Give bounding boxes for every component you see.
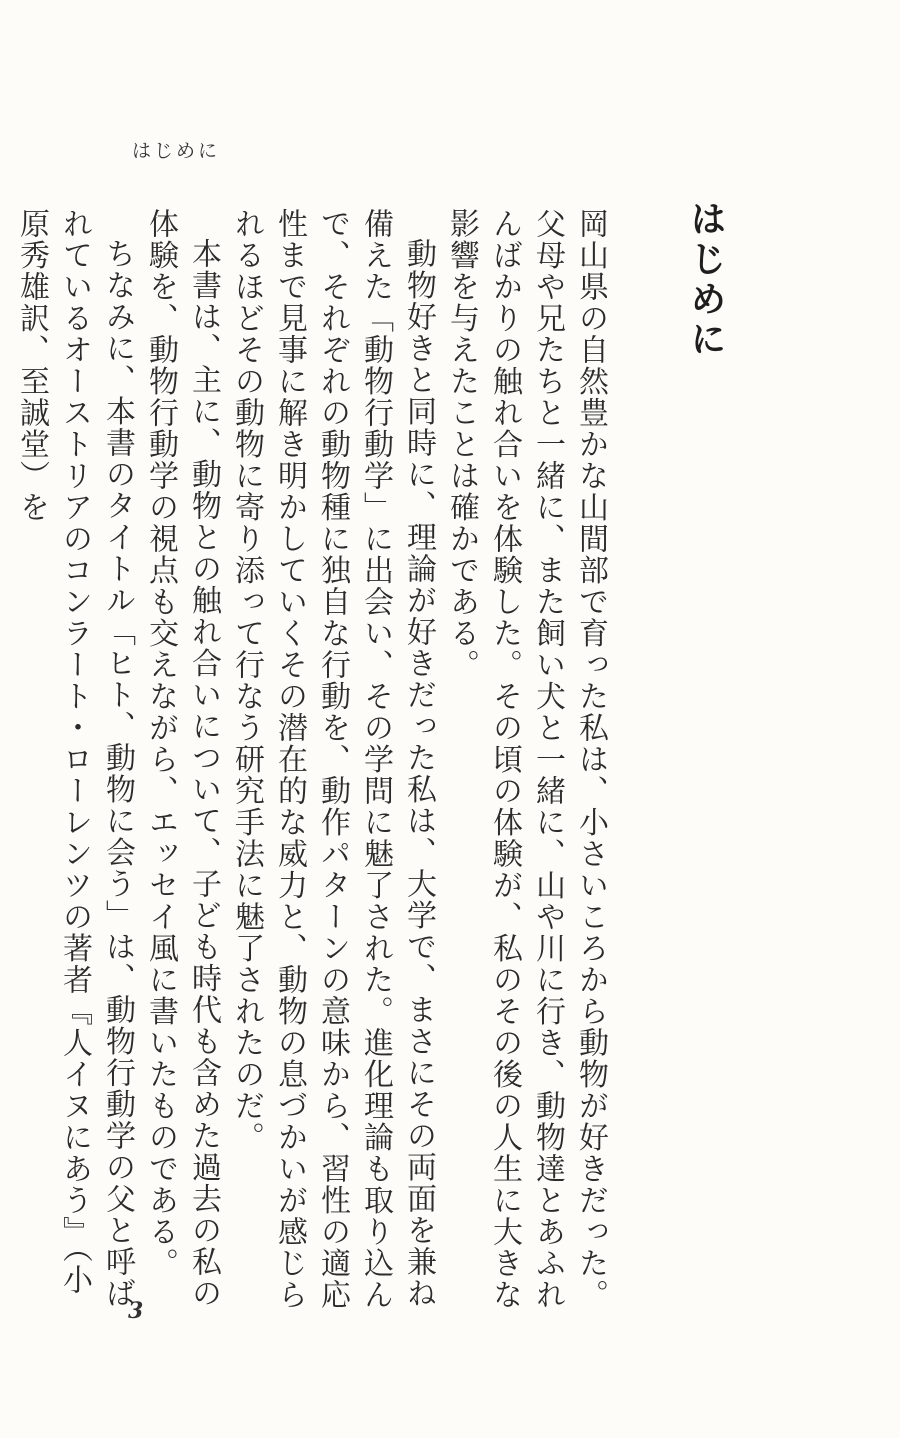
running-head: はじめに [132,140,221,162]
body-text [14,208,612,1318]
paragraph-4: ちなみに、本書のタイトル「ヒト、動物に会う」は、動物行動学の父と呼ばれているオーストリアのコンラート・ローレンツの著者『人イヌにあう』（小原秀雄訳、至誠堂）を [14,208,135,1309]
paragraph-3: 本書は、主に、動物との触れ合いについて、子ども時代も含めた過去の私の体験を、動物行動学の視点も交えながら、エッセイ風に書いたものである。 [143,208,221,1309]
paragraph-2: 動物好きと同時に、理論が好きだった私は、大学で、まさにその両面を兼ね備えた「動物行動学」に出会い、その学問に魅了された。進化理論も取り込んで、それぞれの動物種に独自な行動を、動作パターンの意味から、習性の適応性まで見事に解き明かしていくその潜在的な威力と、動物の息づかいが感じられるほどその動物に寄り添って行なう研究手法に魅了されたのだ。 [229,208,436,1311]
paragraph-1: 岡山県の自然豊かな山間部で育った私は、小さいころから動物が好きだった。父母や兄たちと一緒に、また飼い犬と一緒に、山や川に行き、動物達とあふれんばかりの触れ合いを体験した。その頃の体験が、私のその後の人生に大きな影響を与えたことは確かである。 [444,208,608,1311]
page-number: 3 [128,1298,144,1324]
chapter-title: はじめに [685,200,727,360]
